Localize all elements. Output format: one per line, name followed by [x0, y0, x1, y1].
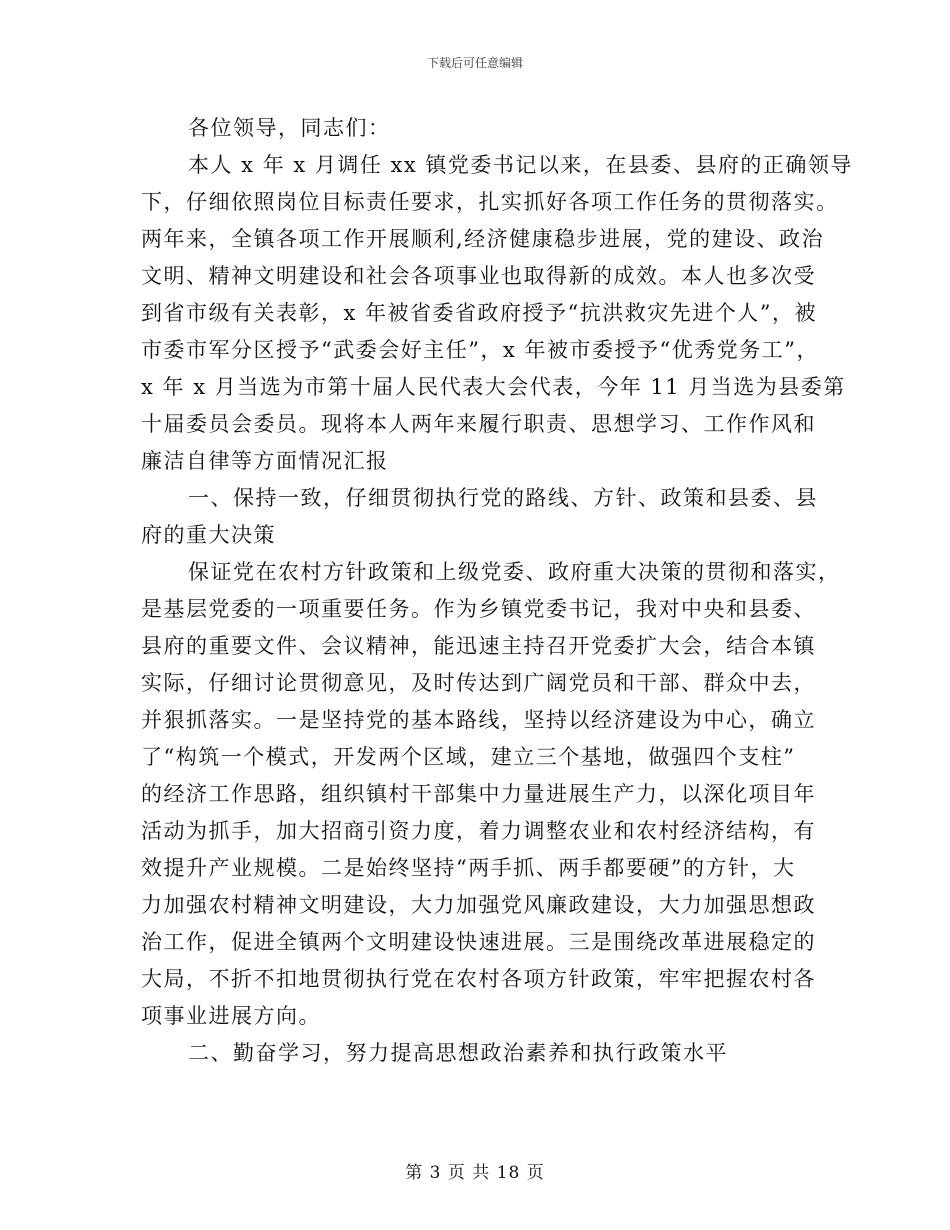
body-line: 到省市级有关表彰，x 年被省委省政府授予“抗洪救灾先进个人”，被 — [141, 301, 817, 325]
header-note: 下载后可任意编辑 — [426, 56, 523, 70]
body-line: 县府的重要文件、会议精神，能迅速主持召开党委扩大会，结合本镇 — [141, 634, 816, 658]
body-line: 治工作，促进全镇两个文明建设快速进展。三是围绕改革进展稳定的 — [141, 930, 816, 954]
body-line: x 年 x 月当选为市第十届人民代表大会代表，今年 11 月当选为县委第 — [141, 375, 846, 399]
body-line: 并狠抓落实。一是坚持党的基本路线，坚持以经济建设为中心，确立 — [141, 708, 816, 732]
page-footer: 第 3 页 共 18 页 — [405, 1163, 545, 1183]
section-heading: 一、保持一致，仔细贯彻执行党的路线、方针、政策和县委、县 — [188, 486, 818, 510]
body-line: 两年来，全镇各项工作开展顺利,经济健康稳步进展，党的建设、政治 — [141, 227, 825, 251]
body-line: 文明、精神文明建设和社会各项事业也取得新的成效。本人也多次受 — [141, 264, 816, 288]
body-line: 力加强农村精神文明建设，大力加强党风廉政建设，大力加强思想政 — [141, 893, 816, 917]
body-line: 市委市军分区授予“武委会好主任”，x 年被市委授予“优秀党务工”， — [141, 338, 819, 362]
body-line: 项事业进展方向。 — [141, 1004, 321, 1028]
section-heading: 二、勤奋学习，努力提高思想政治素养和执行政策水平 — [188, 1041, 728, 1065]
body-line: 是基层党委的一项重要任务。作为乡镇党委书记，我对中央和县委、 — [141, 597, 816, 621]
salutation: 各位领导，同志们： — [188, 116, 391, 140]
body-line: 本人 x 年 x 月调任 xx 镇党委书记以来，在县委、县府的正确领导 — [188, 153, 853, 177]
body-line: 的经济工作思路，组织镇村干部集中力量进展生产力，以深化项目年 — [141, 782, 816, 806]
body-line: 大局，不折不扣地贯彻执行党在农村各项方针政策，牢牢把握农村各 — [141, 967, 816, 991]
body-line: 下，仔细依照岗位目标责任要求，扎实抓好各项工作任务的贯彻落实。 — [141, 190, 839, 214]
body-line: 效提升产业规模。二是始终坚持“两手抓、两手都要硬”的方针，大 — [141, 856, 796, 880]
body-line: 十届委员会委员。现将本人两年来履行职责、思想学习、工作作风和 — [141, 412, 816, 436]
body-line: 廉洁自律等方面情况汇报 — [141, 449, 389, 473]
body-line: 实际，仔细讨论贯彻意见，及时传达到广阔党员和干部、群众中去， — [141, 671, 816, 695]
body-line: 活动为抓手，加大招商引资力度，着力调整农业和农村经济结构，有 — [141, 819, 816, 843]
section-heading: 府的重大决策 — [141, 523, 276, 547]
body-line: 保证党在农村方针政策和上级党委、政府重大决策的贯彻和落实， — [188, 560, 841, 584]
body-line: 了“构筑一个模式，开发两个区域，建立三个基地，做强四个支柱” — [141, 745, 796, 769]
